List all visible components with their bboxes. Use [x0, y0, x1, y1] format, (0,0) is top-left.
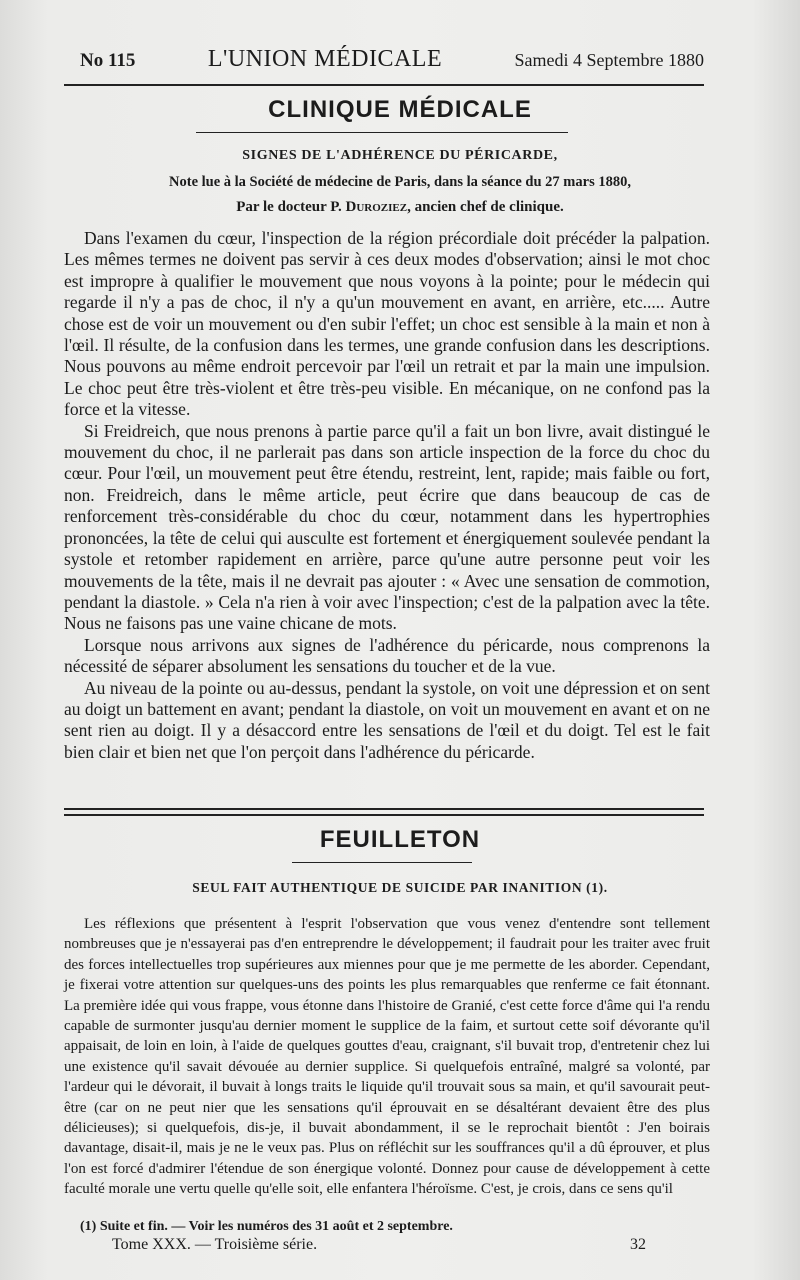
issue-date: Samedi 4 Septembre 1880 — [514, 50, 704, 70]
paragraph: Lorsque nous arrivons aux signes de l'adhérence du péricarde, nous comprenons la nécessité de séparer absolument les sensations du toucher et de la vue. — [64, 634, 710, 677]
author-prefix: Par le docteur P. — [236, 199, 346, 215]
header-rule — [64, 84, 704, 86]
author-suffix: , ancien chef de clinique. — [407, 199, 564, 215]
issue-number: No 115 — [80, 50, 136, 71]
article-body — [64, 228, 710, 763]
divider-rule — [64, 814, 704, 816]
page-header — [80, 46, 704, 73]
divider-rule — [64, 808, 704, 810]
paragraph: Dans l'examen du cœur, l'inspection de la région précordiale doit précéder la palpation. Les mêmes termes ne doivent pas servir à ces deux modes d'observation; ainsi le mot choc est impropre à qualifier le mouvement que nous voyons à la pointe; pour le médecin qui regarde il n'y a pas de choc, il n'y a qu'un mouvement en avant, en arrière, etc..... Autre chose est de voir un mouvement ou d'en subir l'effet; un choc est sensible à la main et non à l'œil. Il résulte, de la confusion dans les termes, une grande confusion dans les descriptions. Nous pouvons au même endroit percevoir par l'œil un retrait et par la main une impulsion. Le choc peut être très-violent et être très-peu visible. En mécanique, on ne confond pas la force et la vitesse. — [64, 228, 710, 420]
feuilleton-subtitle: SEUL FAIT AUTHENTIQUE DE SUICIDE PAR INANITION (1). — [192, 880, 608, 895]
section-title-clinique: CLINIQUE MÉDICALE — [268, 96, 532, 123]
footnote: (1) Suite et fin. — Voir les numéros des 31 août et 2 septembre. — [80, 1219, 453, 1234]
article-note: Note lue à la Société de médecine de Paris, dans la séance du 27 mars 1880, — [169, 174, 631, 190]
section-title-feuilleton: FEUILLETON — [319, 826, 481, 853]
volume-info: Tome XXX. — Troisième série. — [112, 1236, 318, 1253]
paragraph: Les réflexions que présentent à l'esprit l'observation que vous venez d'entendre sont tellement nombreuses que je n'essayerai pas d'en entreprendre le développement; il faudrait pour les traiter avec fruit des forces intellectuelles trop supérieures aux miennes pour que je me permette de les aborder. Cependant, je fixerai votre attention sur quelques-uns des points les plus remarquables que renferme ce fait étonnant. La première idée qui vous frappe, vous étonne dans l'histoire de Granié, c'est cette force d'âme qui l'a rendu capable de surmonter jusqu'au dernier moment le supplice de la faim, et surtout cette soif dévorante qu'il appaisait, de loin en loin, à l'aide de quelques gouttes d'eau, craignant, s'il buvait trop, d'entretenir chez lui une existence qu'il savait dévouée au dernier supplice. Si quelquefois entraîné, malgré sa volonté, par l'ardeur qui le dévorait, il buvait à longs traits le liquide qu'il trouvait sous sa main, et qu'il savourait peut-être (car on ne peut nier que les sensations qu'il éprouvait en se désaltérant devaient être des plus délicieuses); si quelquefois, dis-je, il buvait abondamment, il se le reprochait bientôt : J'en boirais davantage, disait-il, mais je ne le veux pas. Plus on réfléchit sur les souffrances qu'il a dû éprouver, et plus l'on est forcé d'admirer l'étendue de son énergique volonté. Donnez pour cause de développement à cette faculté morale une vertu quelle qu'elle soit, elle enfantera l'héroïsme. C'est, je crois, dans ce sens qu'il — [64, 916, 710, 1198]
paragraph: Au niveau de la pointe ou au-dessus, pendant la systole, on voit une dépression et on sent au doigt un battement en avant; pendant la diastole, on voit un mouvement en avant et on ne sent rien au doigt. Il y a désaccord entre les sensations de l'œil et du doigt. Tel est le fait bien clair et bien net que l'on perçoit dans l'adhérence du péricarde. — [64, 677, 710, 762]
section-rule — [292, 862, 472, 863]
section-rule — [196, 132, 568, 133]
paragraph: Si Freidreich, que nous prenons à partie parce qu'il a fait un bon livre, avait distingué le mouvement du choc, il ne parlerait pas dans son article inspection de la force du choc du cœur. Pour l'œil, un mouvement peut être étendu, restreint, lent, rapide; mais faible ou fort, non. Freidreich, dans le même article, peut écrire que dans beaucoup de cas de renforcement très-considérable du choc du cœur, notamment dans les hypertrophies prononcées, la tête de celui qui ausculte est fortement et énergiquement soulevée pendant la systole et retomber rapidement en arrière, parce qu'une autre personne peut voir les mouvements de la tête, mais il ne devrait pas ajouter : « Avec une sensation de commotion, pendant la diastole. » Cela n'a rien à voir avec l'inspection; c'est de la palpation avec la tête. Nous ne faisons pas une vaine chicane de mots. — [64, 420, 710, 634]
feuilleton-body — [64, 914, 710, 1200]
article-title: SIGNES DE L'ADHÉRENCE DU PÉRICARDE, — [242, 148, 558, 163]
page-number: 32 — [630, 1236, 646, 1253]
author-name: Duroziez — [345, 199, 408, 215]
journal-title: L'UNION MÉDICALE — [207, 46, 443, 72]
article-author — [0, 199, 800, 216]
